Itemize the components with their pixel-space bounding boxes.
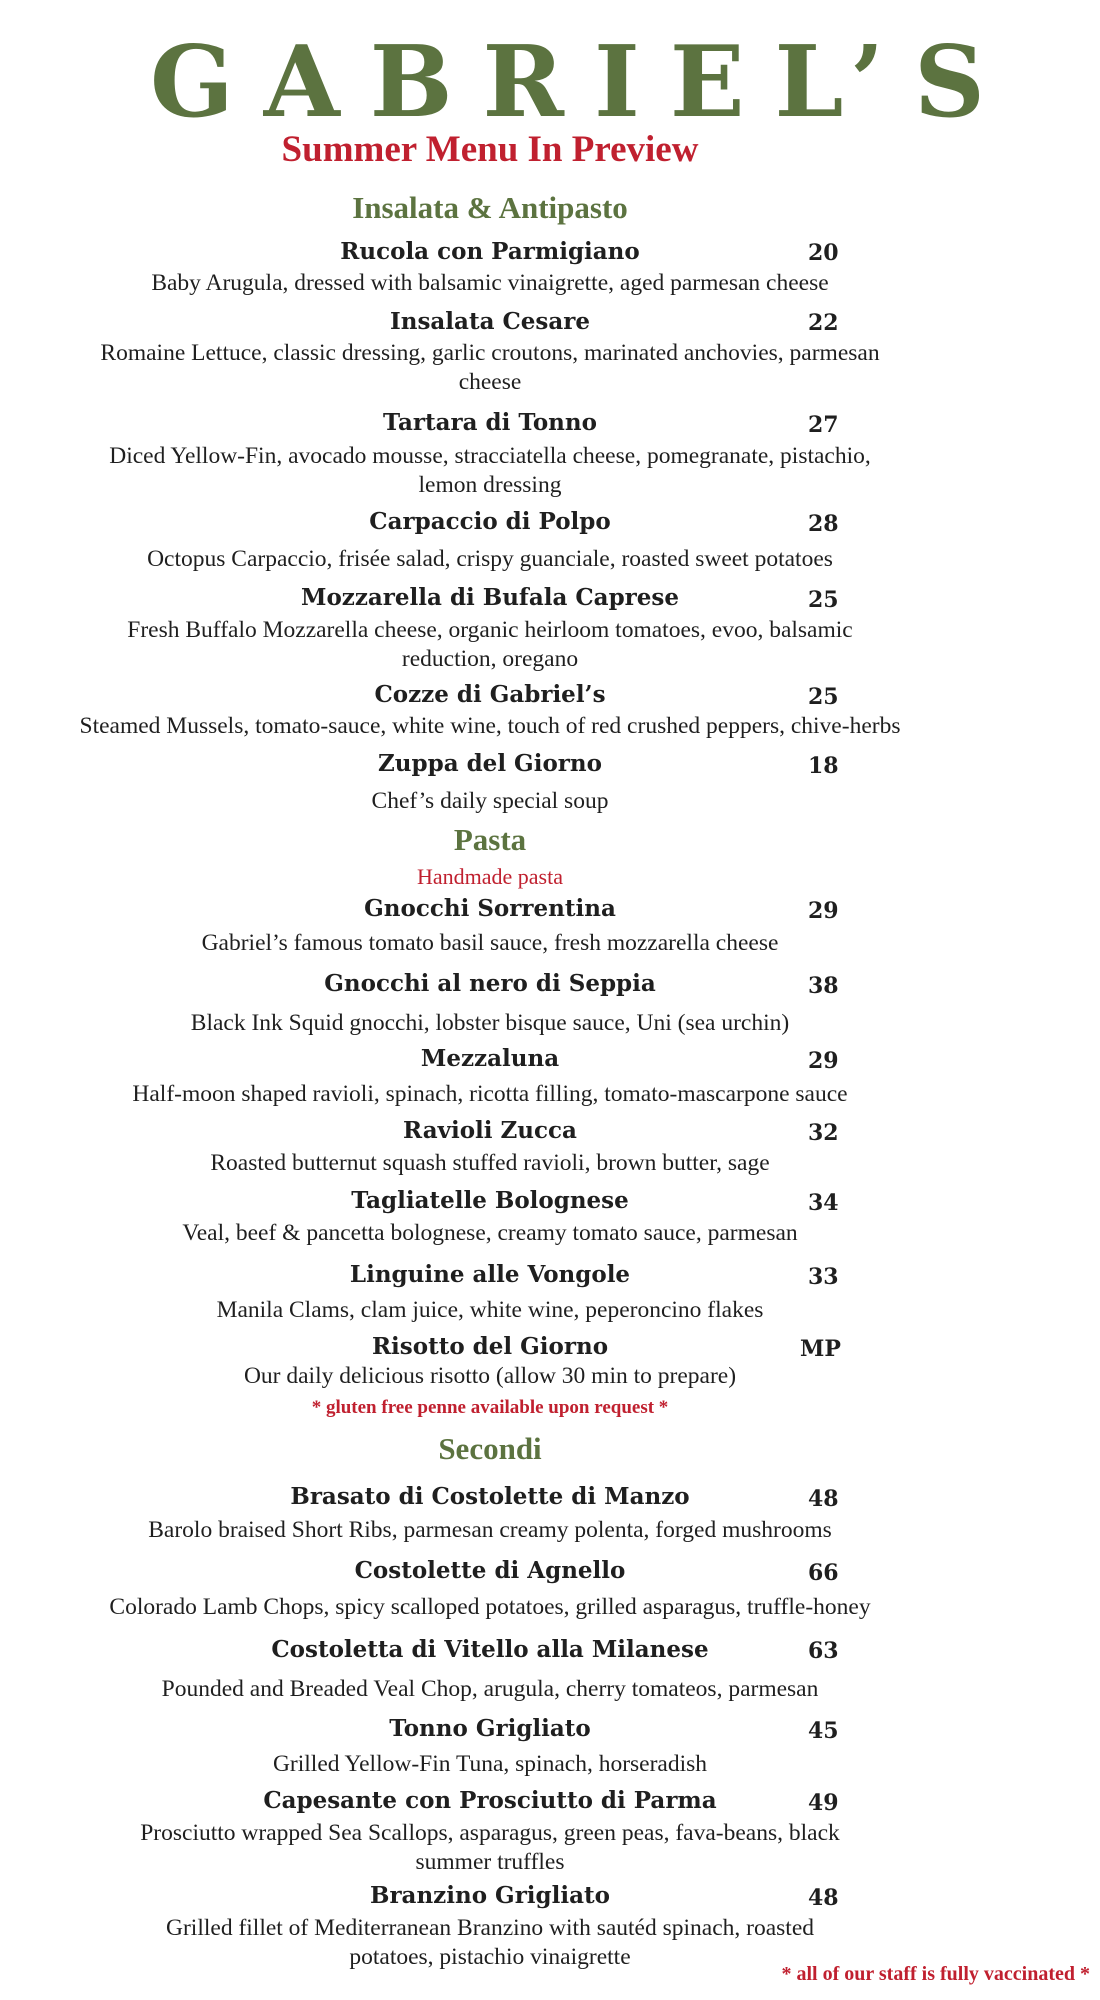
dish-price: 28 [808,511,839,537]
dish-description: Grilled fillet of Mediterranean Branzino with sautéd spinach, roasted potatoes, pistachio vinaigrette [166,1915,814,1970]
dish-price: 20 [808,240,839,266]
dish-price: 45 [808,1718,839,1744]
dish-name: Brasato di Costolette di Manzo [290,1483,690,1510]
dish-name: Rucola con Parmigiano [340,238,640,265]
section-title-pasta: Pasta [453,822,527,857]
dish-name: Costoletta di Vitello alla Milanese [271,1636,709,1663]
dish-name: Tonno Grigliato [389,1715,591,1742]
dish-description: Romaine Lettuce, classic dressing, garlic croutons, marinated anchovies, parmesan cheese [100,340,880,395]
dish-description: Roasted butternut squash stuffed ravioli, brown butter, sage [210,1150,770,1176]
dish-price: 48 [808,1486,839,1512]
dish-price: 34 [808,1190,839,1216]
dish-description: Steamed Mussels, tomato-sauce, white wine, touch of red crushed peppers, chive-herbs [79,713,901,739]
dish-price: MP [800,1336,841,1362]
dish-name: Zuppa del Giorno [378,750,602,777]
section-note-handmade: Handmade pasta [417,864,563,889]
dish-price: 18 [808,753,839,779]
dish-name: Risotto del Giorno [371,1333,609,1360]
dish-description: Colorado Lamb Chops, spicy scalloped potatoes, grilled asparagus, truffle-honey [109,1594,871,1620]
dish-description: Manila Clams, clam juice, white wine, peperoncino flakes [216,1297,764,1323]
dish-name: Tagliatelle Bolognese [351,1187,629,1214]
dish-description: Our daily delicious risotto (allow 30 min to prepare) [243,1363,737,1389]
dish-price: 38 [808,973,839,999]
dish-name: Ravioli Zucca [403,1117,577,1144]
dish-description: Gabriel’s famous tomato basil sauce, fresh mozzarella cheese [201,930,779,956]
dish-name: Linguine alle Vongole [349,1261,631,1288]
dish-name: Insalata Cesare [389,308,591,335]
gluten-free-note: * gluten free penne available upon request * [311,1397,669,1418]
dish-description: Chef’s daily special soup [371,788,609,814]
restaurant-logo: GABRIEL’S [150,25,1015,140]
dish-description: Barolo braised Short Ribs, parmesan creamy polenta, forged mushrooms [148,1517,832,1543]
dish-name: Gnocchi al nero di Seppia [324,970,656,997]
dish-price: 32 [808,1120,839,1146]
dish-name: Branzino Grigliato [370,1882,610,1909]
dish-price: 25 [808,684,839,710]
dish-description: Diced Yellow-Fin, avocado mousse, stracciatella cheese, pomegranate, pistachio, lemon dressing [109,443,871,498]
dish-price: 27 [808,412,839,438]
dish-description: Octopus Carpaccio, frisée salad, crispy guanciale, roasted sweet potatoes [147,546,833,572]
dish-description: Grilled Yellow-Fin Tuna, spinach, horseradish [272,1751,708,1777]
section-title-secondi: Secondi [438,1431,542,1466]
dish-price: 29 [808,1048,839,1074]
dish-description: Black Ink Squid gnocchi, lobster bisque sauce, Uni (sea urchin) [190,1010,790,1036]
dish-name: Carpaccio di Polpo [369,508,611,535]
dish-name: Capesante con Prosciutto di Parma [263,1787,717,1814]
dish-description: Fresh Buffalo Mozzarella cheese, organic heirloom tomatoes, evoo, balsamic reduction, oregano [127,617,853,672]
dish-price: 63 [808,1638,839,1664]
dish-description: Baby Arugula, dressed with balsamic vinaigrette, aged parmesan cheese [151,270,829,296]
dish-name: Cozze di Gabriel’s [374,681,606,708]
menu-subtitle: Summer Menu In Preview [281,129,699,170]
dish-name: Tartara di Tonno [383,409,597,436]
dish-price: 29 [808,898,839,924]
dish-description: Veal, beef & pancetta bolognese, creamy tomato sauce, parmesan [182,1220,798,1246]
vaccination-note: * all of our staff is fully vaccinated * [781,1963,1090,1985]
dish-price: 49 [808,1790,839,1816]
dish-name: Mezzaluna [420,1045,560,1072]
dish-name: Mozzarella di Bufala Caprese [300,584,680,611]
section-title-antipasto: Insalata & Antipasto [352,190,628,225]
dish-description: Prosciutto wrapped Sea Scallops, asparagus, green peas, fava-beans, black summer truffles [140,1820,840,1875]
dish-description: Half-moon shaped ravioli, spinach, ricotta filling, tomato-mascarpone sauce [132,1081,848,1107]
dish-name: Gnocchi Sorrentina [364,895,616,922]
dish-price: 33 [808,1264,839,1290]
dish-description: Pounded and Breaded Veal Chop, arugula, cherry tomateos, parmesan [161,1676,819,1702]
dish-price: 22 [808,310,839,336]
dish-price: 66 [808,1560,839,1586]
dish-name: Costolette di Agnello [354,1557,626,1584]
dish-price: 25 [808,587,839,613]
dish-price: 48 [808,1885,839,1911]
